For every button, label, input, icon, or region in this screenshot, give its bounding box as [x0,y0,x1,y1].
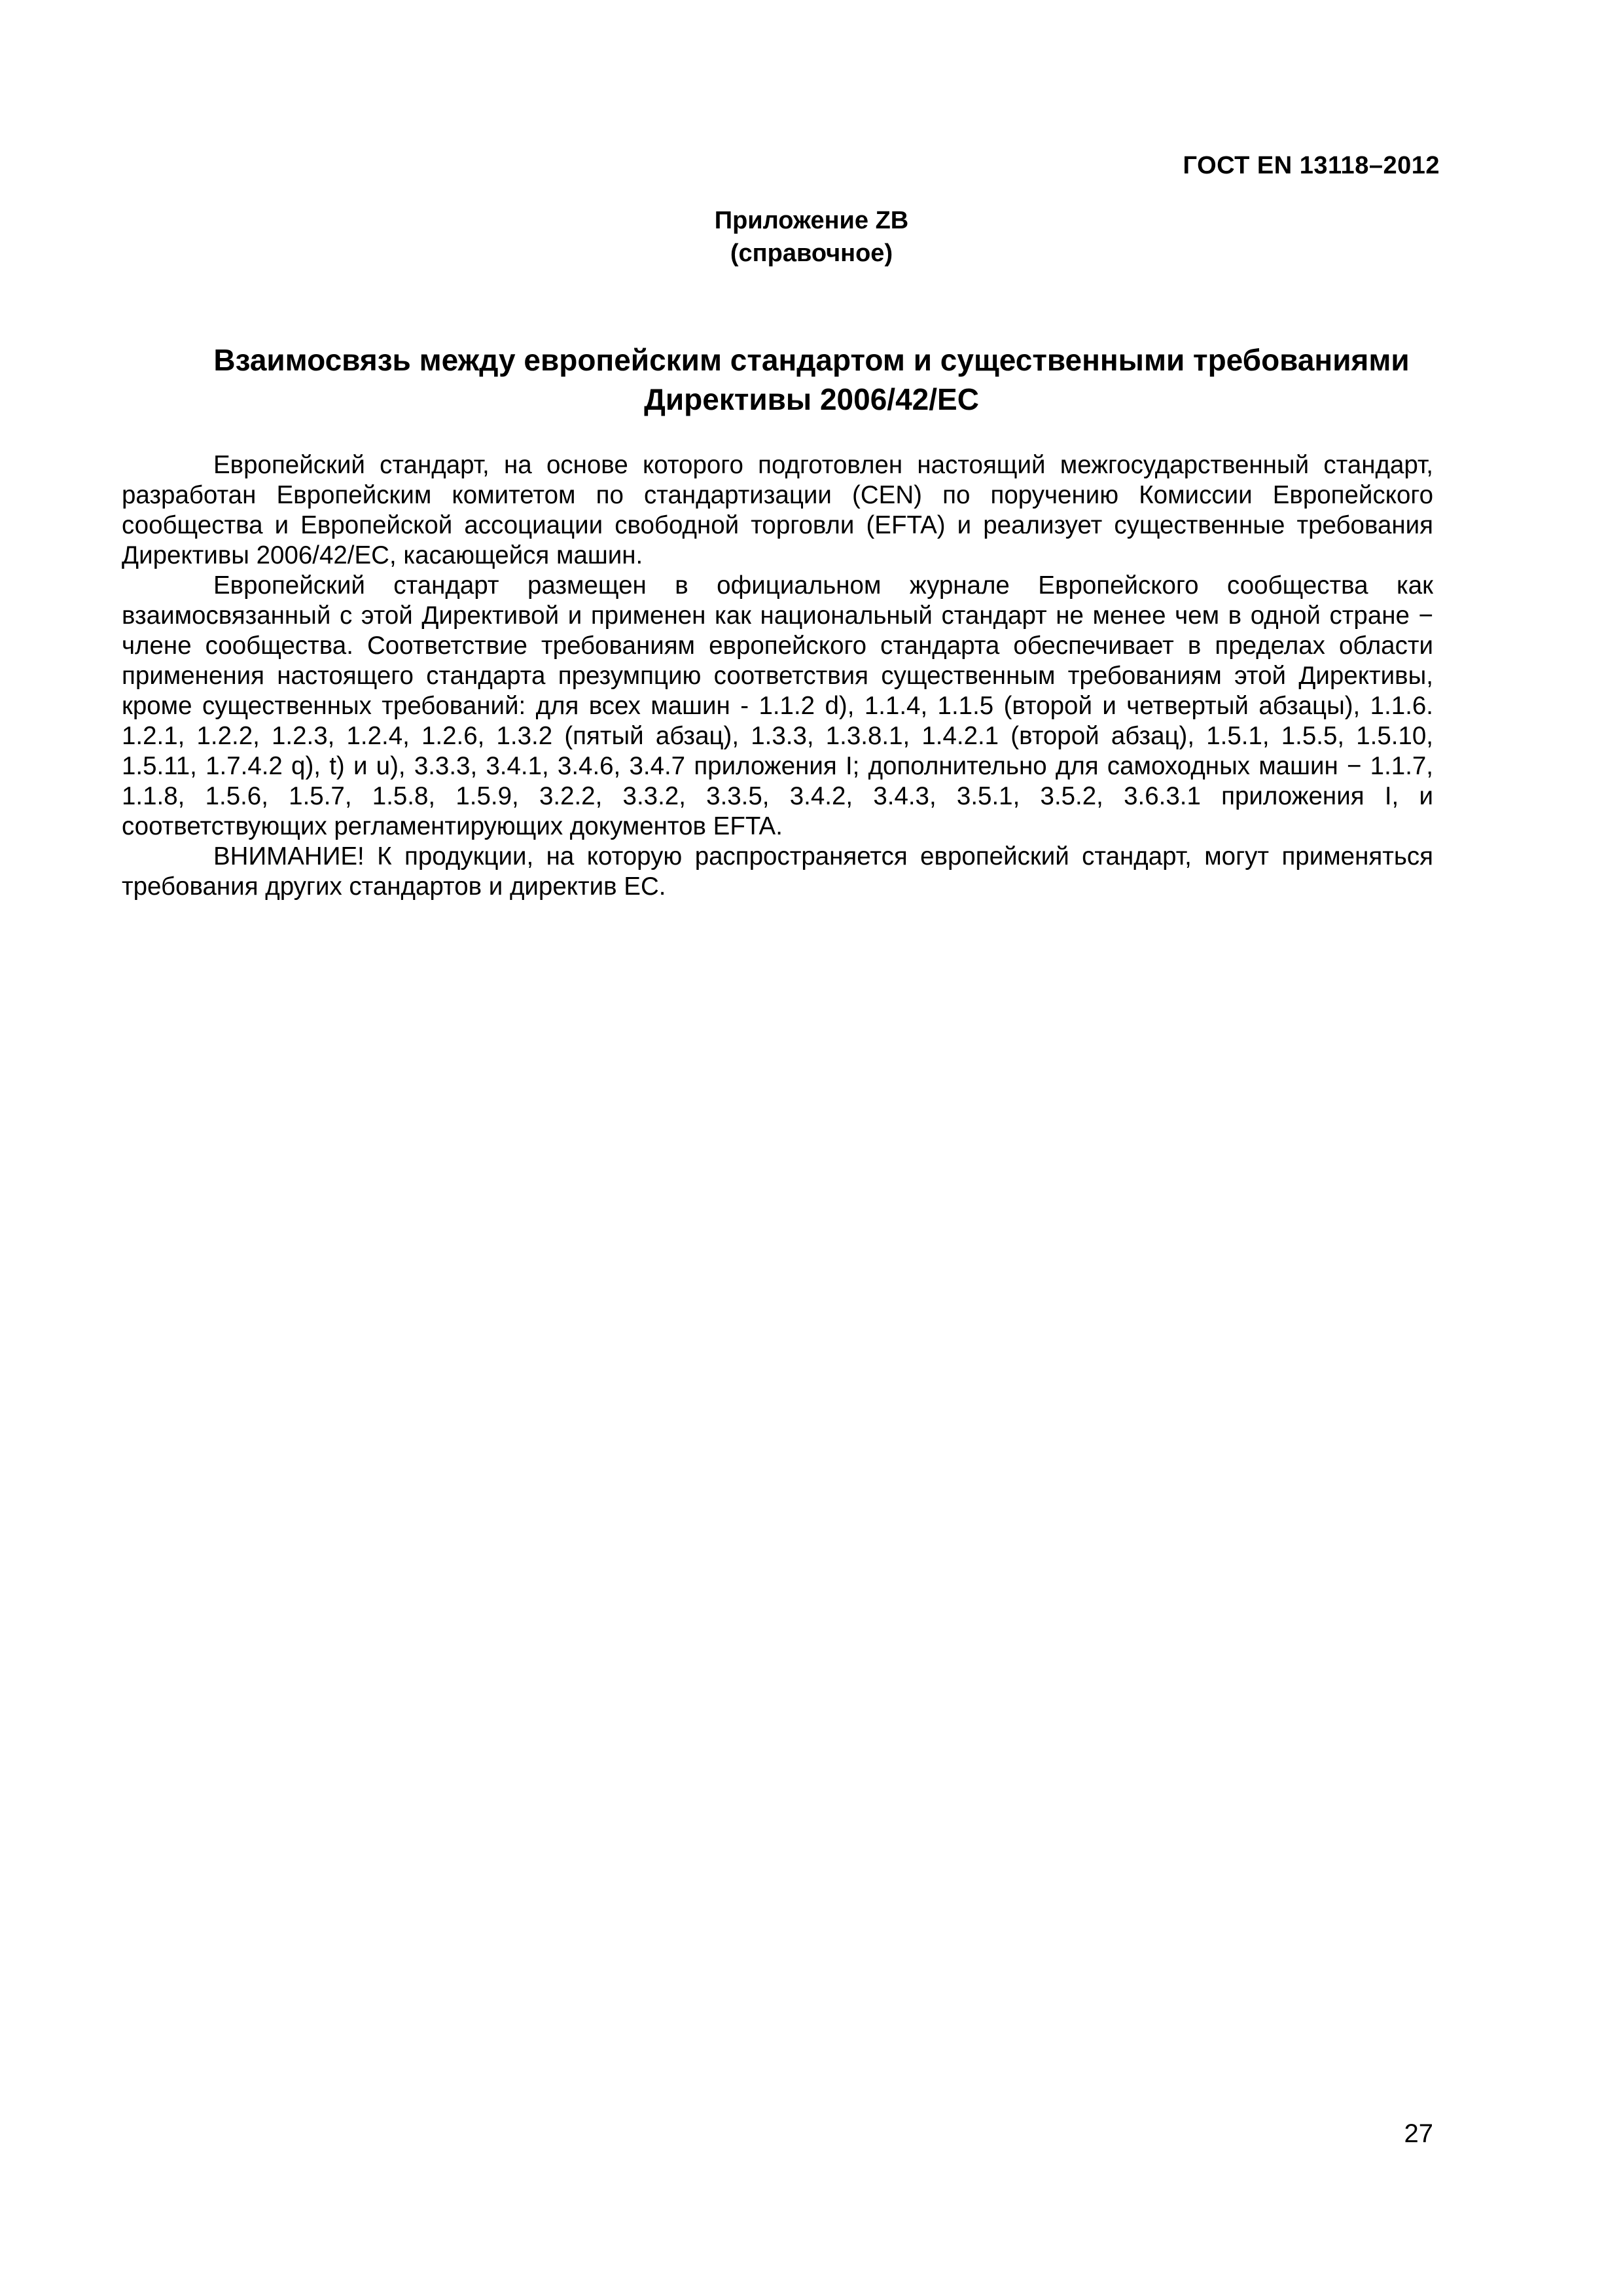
body-text [122,450,1433,902]
title-line-1: Взаимосвязь между европейским стандартом и существенными требованиями [213,343,1410,377]
paragraph-standard-origin: Европейский стандарт, на основе которого подготовлен настоящий межгосударственный стандарт, разработан Европейским комитетом по стандартизации (CEN) по поручению Комиссии Европейского сообщества и Европейской ассоциации свободной торговли (EFTA) и реализует существенные требования Директивы 2006/42/ЕС, касающейся машин. [122,451,1433,569]
annex-heading [0,204,1623,270]
annex-type: (справочное) [730,240,893,267]
page-number: 27 [1404,2119,1433,2148]
title-line-2: Директивы 2006/42/ЕС [644,382,979,416]
paragraph-attention-note: ВНИМАНИЕ! К продукции, на которую распространяется европейский стандарт, могут применяться требования других стандартов и директив ЕС. [122,842,1433,901]
document-title [105,340,1518,419]
annex-label: Приложение ZB [714,207,909,234]
standard-code-header: ГОСТ EN 13118–2012 [1183,152,1440,179]
paragraph-directive-conformity: Европейский стандарт размещен в официальном журнале Европейского сообщества как взаимосвязанный с этой Директивой и применен как национальный стандарт не менее чем в одной стране − члене сообщества. Соответствие требованиям европейского стандарта обеспечивает в пределах области применения настоящего стандарта презумпцию соответствия существенным требованиям этой Директивы, кроме существенных требований: для всех машин - 1.1.2 d), 1.1.4, 1.1.5 (второй и четвертый абзацы), 1.1.6. 1.2.1, 1.2.2, 1.2.3, 1.2.4, 1.2.6, 1.3.2 (пятый абзац), 1.3.3, 1.3.8.1, 1.4.2.1 (второй абзац), 1.5.1, 1.5.5, 1.5.10, 1.5.11, 1.7.4.2 q), t) и u), 3.3.3, 3.4.1, 3.4.6, 3.4.7 приложения I; дополнительно для самоходных машин − 1.1.7, 1.1.8, 1.5.6, 1.5.7, 1.5.8, 1.5.9, 3.2.2, 3.3.2, 3.3.5, 3.4.2, 3.4.3, 3.5.1, 3.5.2, 3.6.3.1 приложения I, и соответствующих регламентирующих документов EFTA. [122,571,1433,840]
